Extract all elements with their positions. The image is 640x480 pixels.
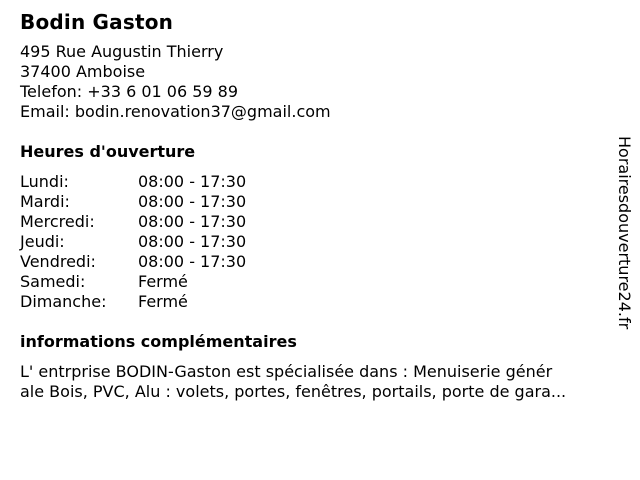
hours-day: Vendredi: — [20, 252, 96, 271]
business-name: Bodin Gaston — [20, 10, 174, 34]
hours-time: 08:00 - 17:30 — [138, 212, 247, 231]
hours-day: Samedi: — [20, 272, 86, 291]
hours-time: 08:00 - 17:30 — [138, 232, 247, 251]
hours-time: 08:00 - 17:30 — [138, 252, 247, 271]
site-watermark: Horairesdouverture24.fr — [615, 136, 634, 330]
hours-row-thursday — [20, 232, 610, 252]
hours-row-saturday — [20, 272, 610, 292]
email-address: Email: bodin.renovation37@gmail.com — [20, 102, 331, 121]
address-city: 37400 Amboise — [20, 62, 146, 81]
business-card — [20, 10, 610, 402]
hours-day: Mardi: — [20, 192, 70, 211]
hours-list — [20, 172, 610, 312]
hours-day: Jeudi: — [20, 232, 65, 251]
hours-row-friday — [20, 252, 610, 272]
hours-day: Mercredi: — [20, 212, 95, 231]
hours-time: 08:00 - 17:30 — [138, 192, 247, 211]
hours-row-monday — [20, 172, 610, 192]
hours-row-tuesday — [20, 192, 610, 212]
hours-title: Heures d'ouverture — [20, 142, 196, 161]
hours-day: Dimanche: — [20, 292, 107, 311]
hours-time: Fermé — [138, 272, 188, 291]
phone-number: Telefon: +33 6 01 06 59 89 — [20, 82, 239, 101]
info-title: informations complémentaires — [20, 332, 297, 351]
hours-time: Fermé — [138, 292, 188, 311]
info-text-line-1: L' entrprise BODIN-Gaston est spécialisée dans : Menuiserie génér — [20, 362, 553, 381]
hours-row-sunday — [20, 292, 610, 312]
address-street: 495 Rue Augustin Thierry — [20, 42, 224, 61]
info-text-line-2: ale Bois, PVC, Alu : volets, portes, fenêtres, portails, porte de gara... — [20, 382, 567, 401]
hours-day: Lundi: — [20, 172, 69, 191]
hours-row-wednesday — [20, 212, 610, 232]
hours-time: 08:00 - 17:30 — [138, 172, 247, 191]
